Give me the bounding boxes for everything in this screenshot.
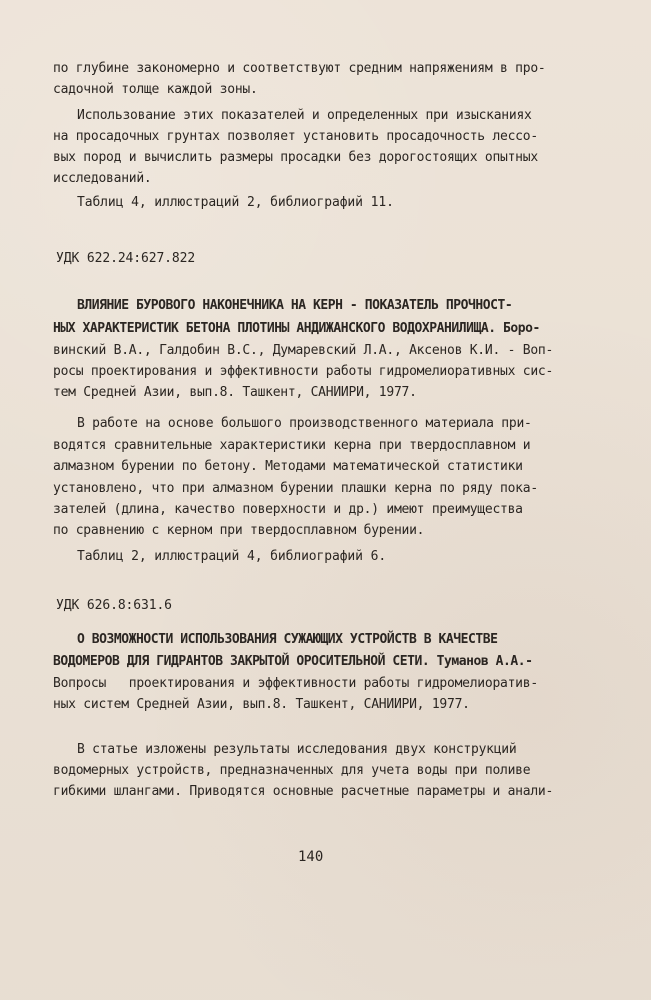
reference-line: Таблиц 2, иллюстраций 4, библиографий 6. <box>77 549 387 564</box>
text-line: Использование этих показателей и определенных при изысканиях <box>77 108 532 123</box>
udk-code: УДК 622.24:627.822 <box>56 251 196 266</box>
abstract-line: В статье изложены результаты исследования двух конструкций <box>77 742 517 757</box>
abstract-line: установлено, что при алмазном бурении плашки керна по ряду пока- <box>53 481 538 496</box>
citation-line: росы проектирования и эффективности работы гидромелиоративных сис- <box>53 364 554 379</box>
abstract-line: В работе на основе большого производственного материала при- <box>77 416 532 431</box>
citation-line: ных систем Средней Азии, вып.8. Ташкент, САНИИРИ, 1977. <box>53 697 470 712</box>
reference-line: Таблиц 4, иллюстраций 2, библиографий 11. <box>77 195 394 210</box>
text-line: по глубине закономерно и соответствуют средним напряжениям в про- <box>53 61 546 76</box>
citation-line: ВЛИЯНИЕ БУРОВОГО НАКОНЕЧНИКА НА КЕРН - ПОКАЗАТЕЛЬ ПРОЧНОСТ- <box>77 298 513 313</box>
text-line: вых пород и вычислить размеры просадки без дорогостоящих опытных <box>53 150 538 165</box>
abstract-line: водомерных устройств, предназначенных для учета воды при поливе <box>53 763 531 778</box>
citation-line: винский В.А., Галдобин В.С., Думаревский Л.А., Аксенов К.И. - Воп- <box>53 343 554 358</box>
abstract-line: гибкими шлангами. Приводятся основные расчетные параметры и анали- <box>53 784 554 799</box>
abstract-line: алмазном бурении по бетону. Методами математической статистики <box>53 459 523 474</box>
text-line: исследований. <box>53 171 152 186</box>
citation-line: НЫХ ХАРАКТЕРИСТИК БЕТОНА ПЛОТИНЫ АНДИЖАНСКОГО ВОДОХРАНИЛИЩА. Боро- <box>53 321 540 336</box>
page-number: 140 <box>298 849 324 865</box>
citation-line: тем Средней Азии, вып.8. Ташкент, САНИИРИ, 1977. <box>53 385 417 400</box>
citation-line: О ВОЗМОЖНОСТИ ИСПОЛЬЗОВАНИЯ СУЖАЮЩИХ УСТРОЙСТВ В КАЧЕСТВЕ <box>77 632 498 647</box>
citation-line: ВОДОМЕРОВ ДЛЯ ГИДРАНТОВ ЗАКРЫТОЙ ОРОСИТЕЛЬНОЙ СЕТИ. Туманов А.А.- <box>53 654 533 669</box>
abstract-line: зателей (длина, качество поверхности и др.) имеют преимущества <box>53 502 523 517</box>
abstract-line: по сравнению с керном при твердосплавном бурении. <box>53 523 425 538</box>
text-line: садочной толще каждой зоны. <box>53 82 258 97</box>
citation-line: Вопросы проектирования и эффективности работы гидромелиоратив- <box>53 676 538 691</box>
abstract-line: водятся сравнительные характеристики керна при твердосплавном и <box>53 438 531 453</box>
text-line: на просадочных грунтах позволяет установить просадочность лессо- <box>53 129 538 144</box>
udk-code: УДК 626.8:631.6 <box>56 598 172 613</box>
